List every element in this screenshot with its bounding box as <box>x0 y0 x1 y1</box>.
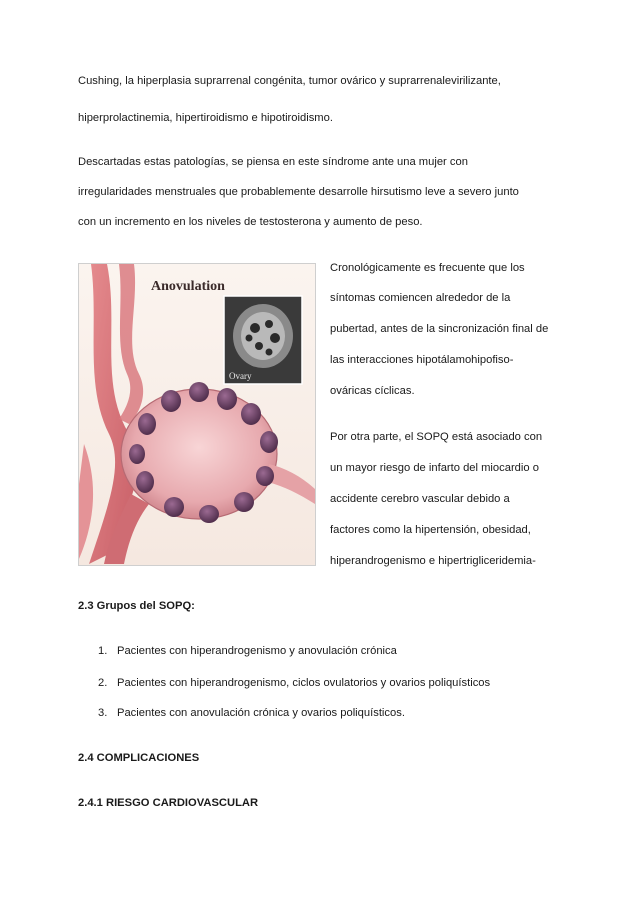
list-item-3-number: 3. <box>98 707 108 719</box>
list-item-1-text: Pacientes con hiperandrogenismo y anovulación crónica <box>117 645 397 657</box>
side-para-1-line-5: ováricas cíclicas. <box>330 385 415 397</box>
figure-title: Anovulation <box>151 279 225 294</box>
list-item-1-number: 1. <box>98 645 108 657</box>
side-para-2-line-4: factores como la hipertensión, obesidad, <box>330 524 531 536</box>
inset-label: Ovary <box>229 371 252 381</box>
side-para-2-line-2: un mayor riesgo de infarto del miocardio o <box>330 462 539 474</box>
side-para-2-line-3: accidente cerebro vascular debido a <box>330 493 510 505</box>
side-para-1-line-2: síntomas comiencen alrededor de la <box>330 292 511 304</box>
paragraph-1-line-2: hiperprolactinemia, hipertiroidismo e hipotiroidismo. <box>78 112 333 124</box>
section-2-3-heading: 2.3 Grupos del SOPQ: <box>78 600 195 612</box>
anovulation-figure <box>78 263 316 566</box>
paragraph-2-line-3: con un incremento en los niveles de testosterona y aumento de peso. <box>78 216 423 228</box>
paragraph-1-line-1: Cushing, la hiperplasia suprarrenal congénita, tumor ovárico y suprarrenalevirilizante, <box>78 75 501 87</box>
section-2-4-heading: 2.4 COMPLICACIONES <box>78 752 200 764</box>
list-item-2-number: 2. <box>98 677 108 689</box>
list-item-2-text: Pacientes con hiperandrogenismo, ciclos ovulatorios y ovarios poliquísticos <box>117 677 491 689</box>
side-para-1-line-4: las interacciones hipotálamohipofiso- <box>330 354 514 366</box>
side-para-1-line-1: Cronológicamente es frecuente que los <box>330 262 525 274</box>
paragraph-2-line-2: irregularidades menstruales que probablemente desarrolle hirsutismo leve a severo junto <box>78 186 519 198</box>
section-2-4-1-heading: 2.4.1 RIESGO CARDIOVASCULAR <box>78 797 259 809</box>
side-para-2-line-1: Por otra parte, el SOPQ está asociado con <box>330 431 543 443</box>
paragraph-2-line-1: Descartadas estas patologías, se piensa en este síndrome ante una mujer con <box>78 156 468 168</box>
side-para-2-line-5: hiperandrogenismo e hipertrigliceridemia- <box>330 555 536 567</box>
list-item-3-text: Pacientes con anovulación crónica y ovarios poliquísticos. <box>117 707 405 719</box>
side-para-1-line-3: pubertad, antes de la sincronización final de <box>330 323 549 335</box>
anovulation-illustration <box>79 264 315 565</box>
